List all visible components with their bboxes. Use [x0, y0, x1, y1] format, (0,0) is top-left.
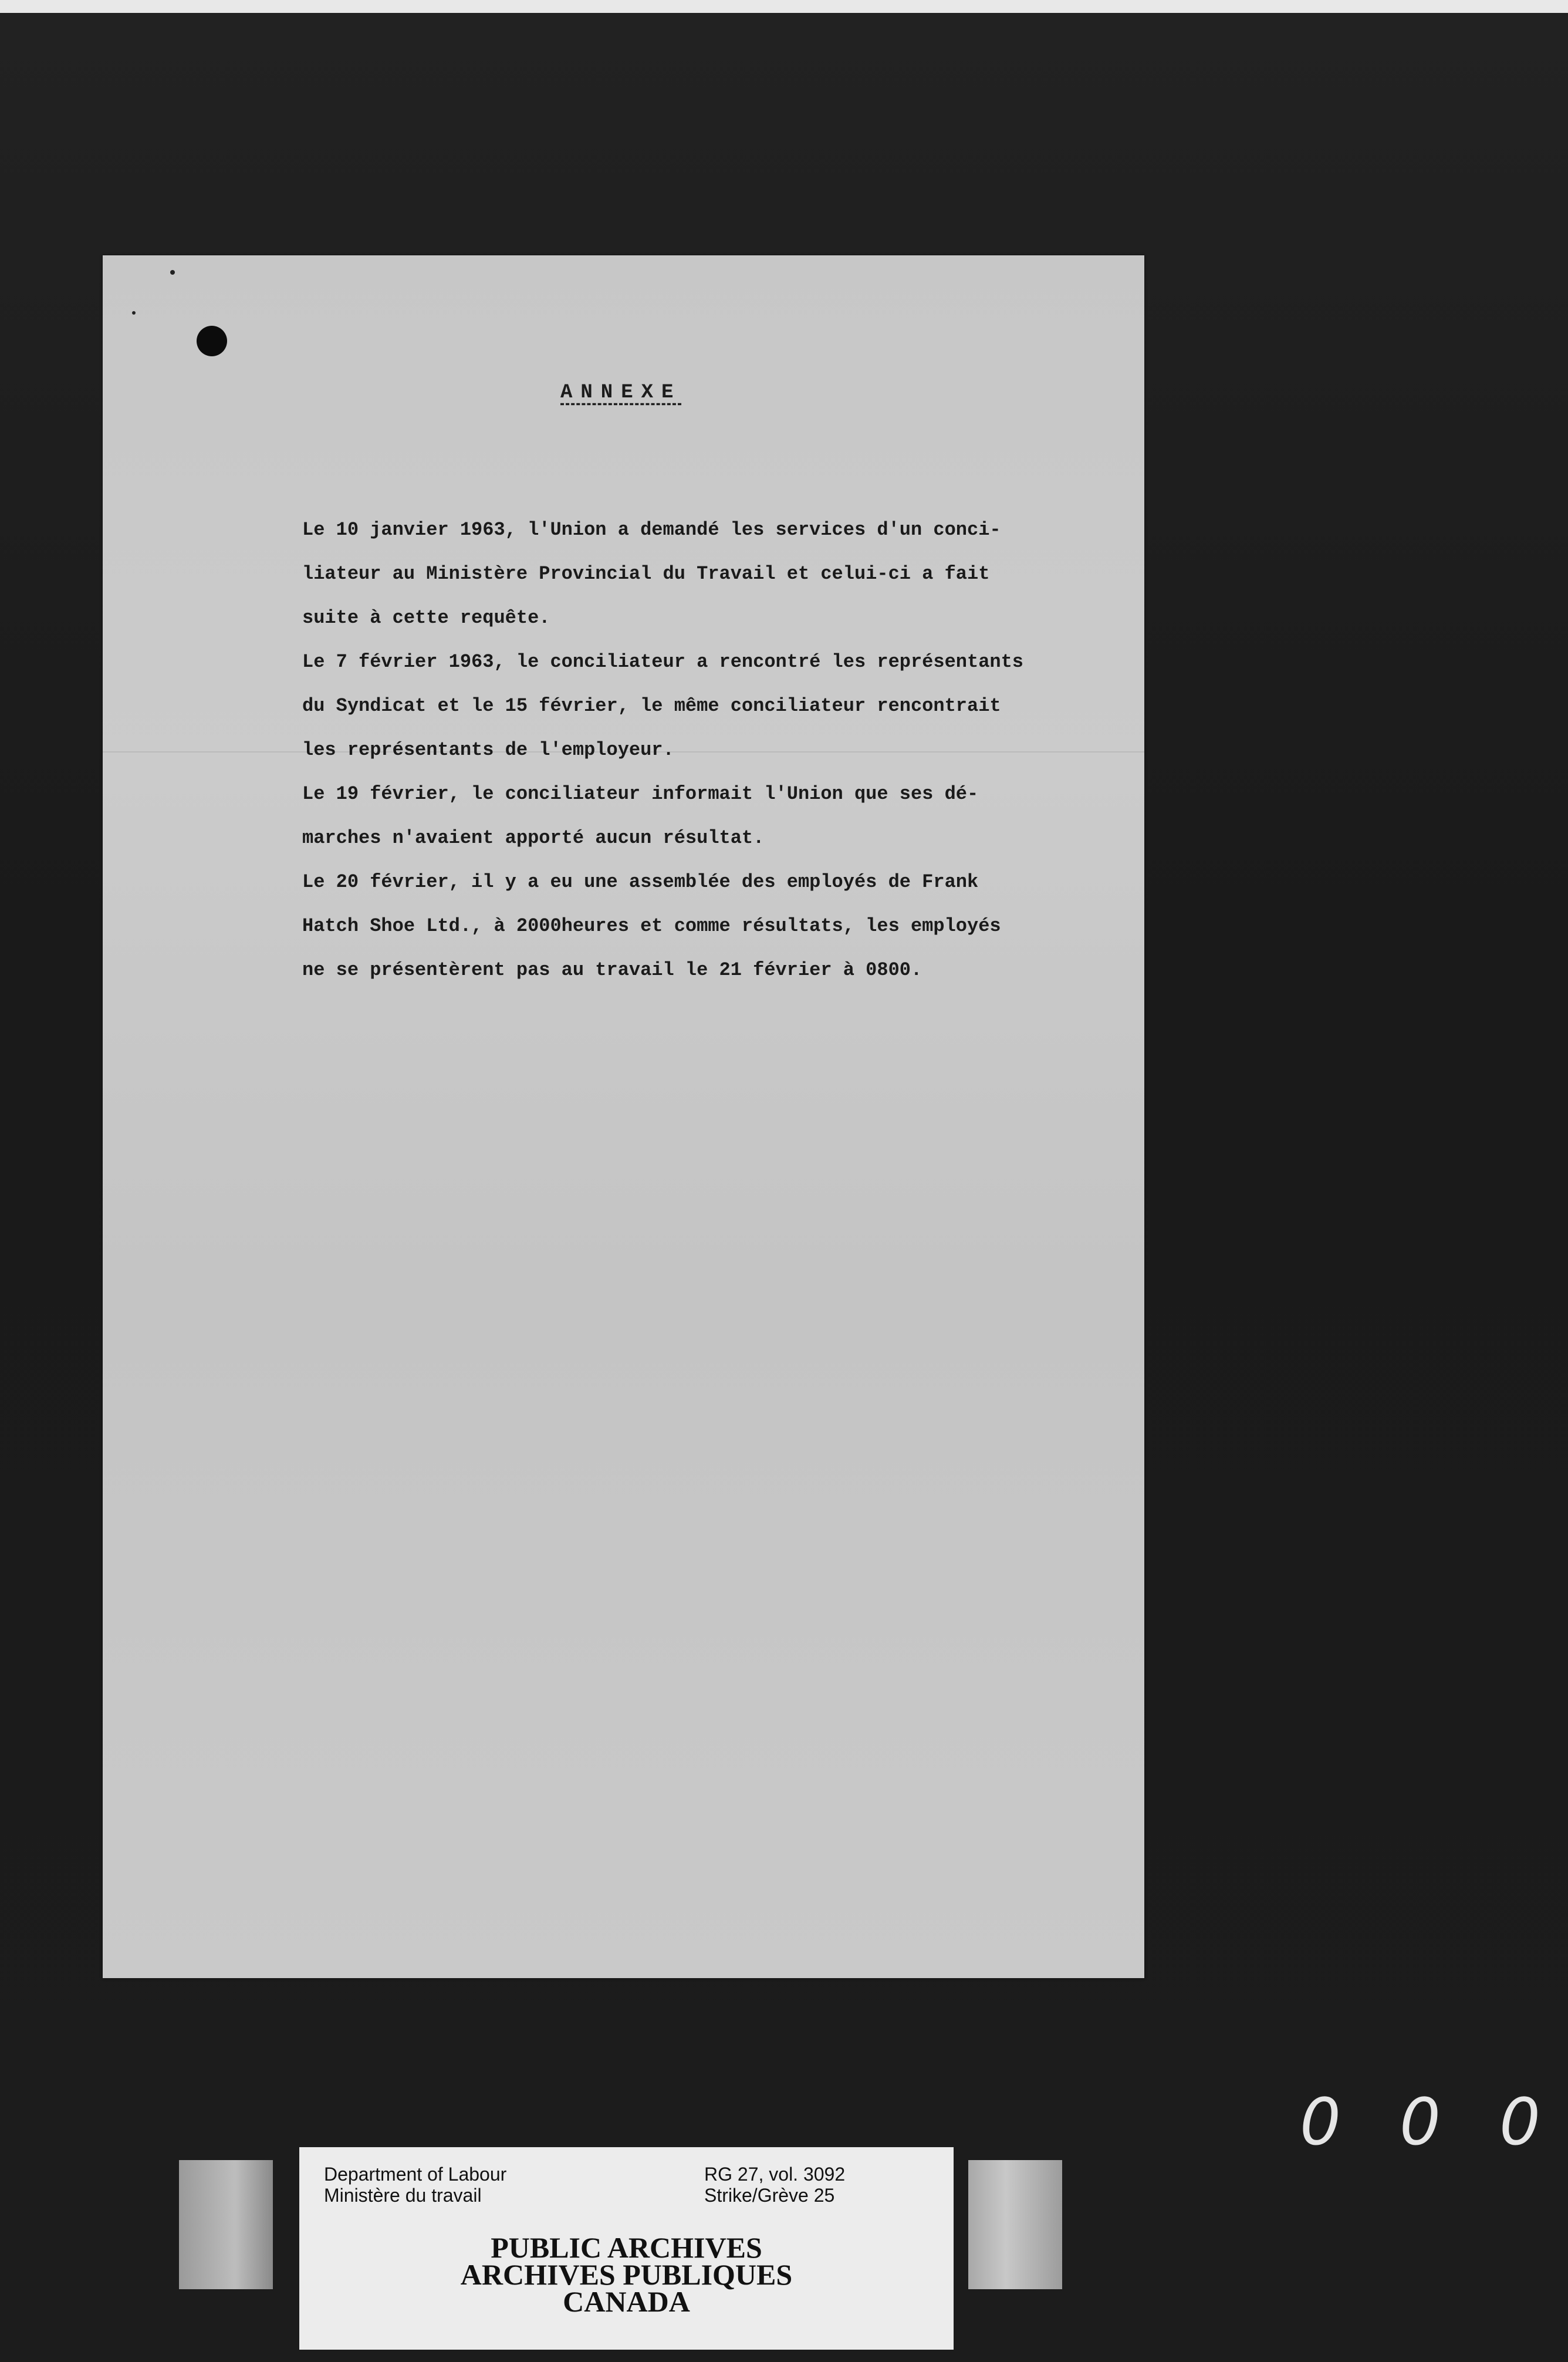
body-line: Hatch Shoe Ltd., à 2000heures et comme résultats, les employés — [302, 915, 1001, 937]
body-line: Le 20 février, il y a eu une assemblée des employés de Frank — [302, 871, 979, 893]
reference-strike: Strike/Grève 25 — [704, 2185, 835, 2206]
body-line: Le 10 janvier 1963, l'Union a demandé les services d'un conci- — [302, 519, 1001, 541]
archive-tab-right — [968, 2160, 1062, 2289]
department-en: Department of Labour — [324, 2164, 507, 2185]
body-line: les représentants de l'employeur. — [302, 739, 674, 761]
department-block — [324, 2164, 506, 2206]
body-line: du Syndicat et le 15 février, le même conciliateur rencontrait — [302, 695, 1001, 717]
archives-title — [299, 2231, 954, 2318]
frame-counter — [1291, 2084, 1549, 2159]
document-body — [302, 508, 1136, 992]
hole-punch — [197, 326, 227, 356]
archives-country: CANADA — [563, 2285, 690, 2318]
department-fr: Ministère du travail — [324, 2185, 482, 2206]
body-line: ne se présentèrent pas au travail le 21 février à 0800. — [302, 959, 922, 981]
film-top-edge — [0, 0, 1568, 13]
archive-tab-left — [179, 2160, 273, 2289]
document-page — [103, 255, 1144, 1978]
reference-block — [704, 2164, 845, 2206]
archives-en: PUBLIC ARCHIVES — [491, 2231, 762, 2264]
body-line: Le 19 février, le conciliateur informait l'Union que ses dé- — [302, 783, 979, 805]
counter-digit: 0 — [1300, 2084, 1341, 2159]
ink-speck — [170, 270, 175, 275]
counter-digit: 0 — [1499, 2084, 1540, 2159]
body-line: suite à cette requête. — [302, 607, 550, 629]
archives-fr: ARCHIVES PUBLIQUES — [460, 2258, 793, 2291]
body-line: liateur au Ministère Provincial du Travail et celui-ci a fait — [302, 563, 990, 585]
archive-label — [299, 2147, 954, 2350]
counter-digit: 0 — [1400, 2084, 1441, 2159]
body-line: marches n'avaient apporté aucun résultat. — [302, 827, 765, 849]
reference-volume: RG 27, vol. 3092 — [704, 2164, 846, 2185]
ink-speck — [132, 311, 136, 315]
document-title: ANNEXE — [560, 382, 682, 404]
body-line: Le 7 février 1963, le conciliateur a rencontré les représentants — [302, 651, 1023, 673]
